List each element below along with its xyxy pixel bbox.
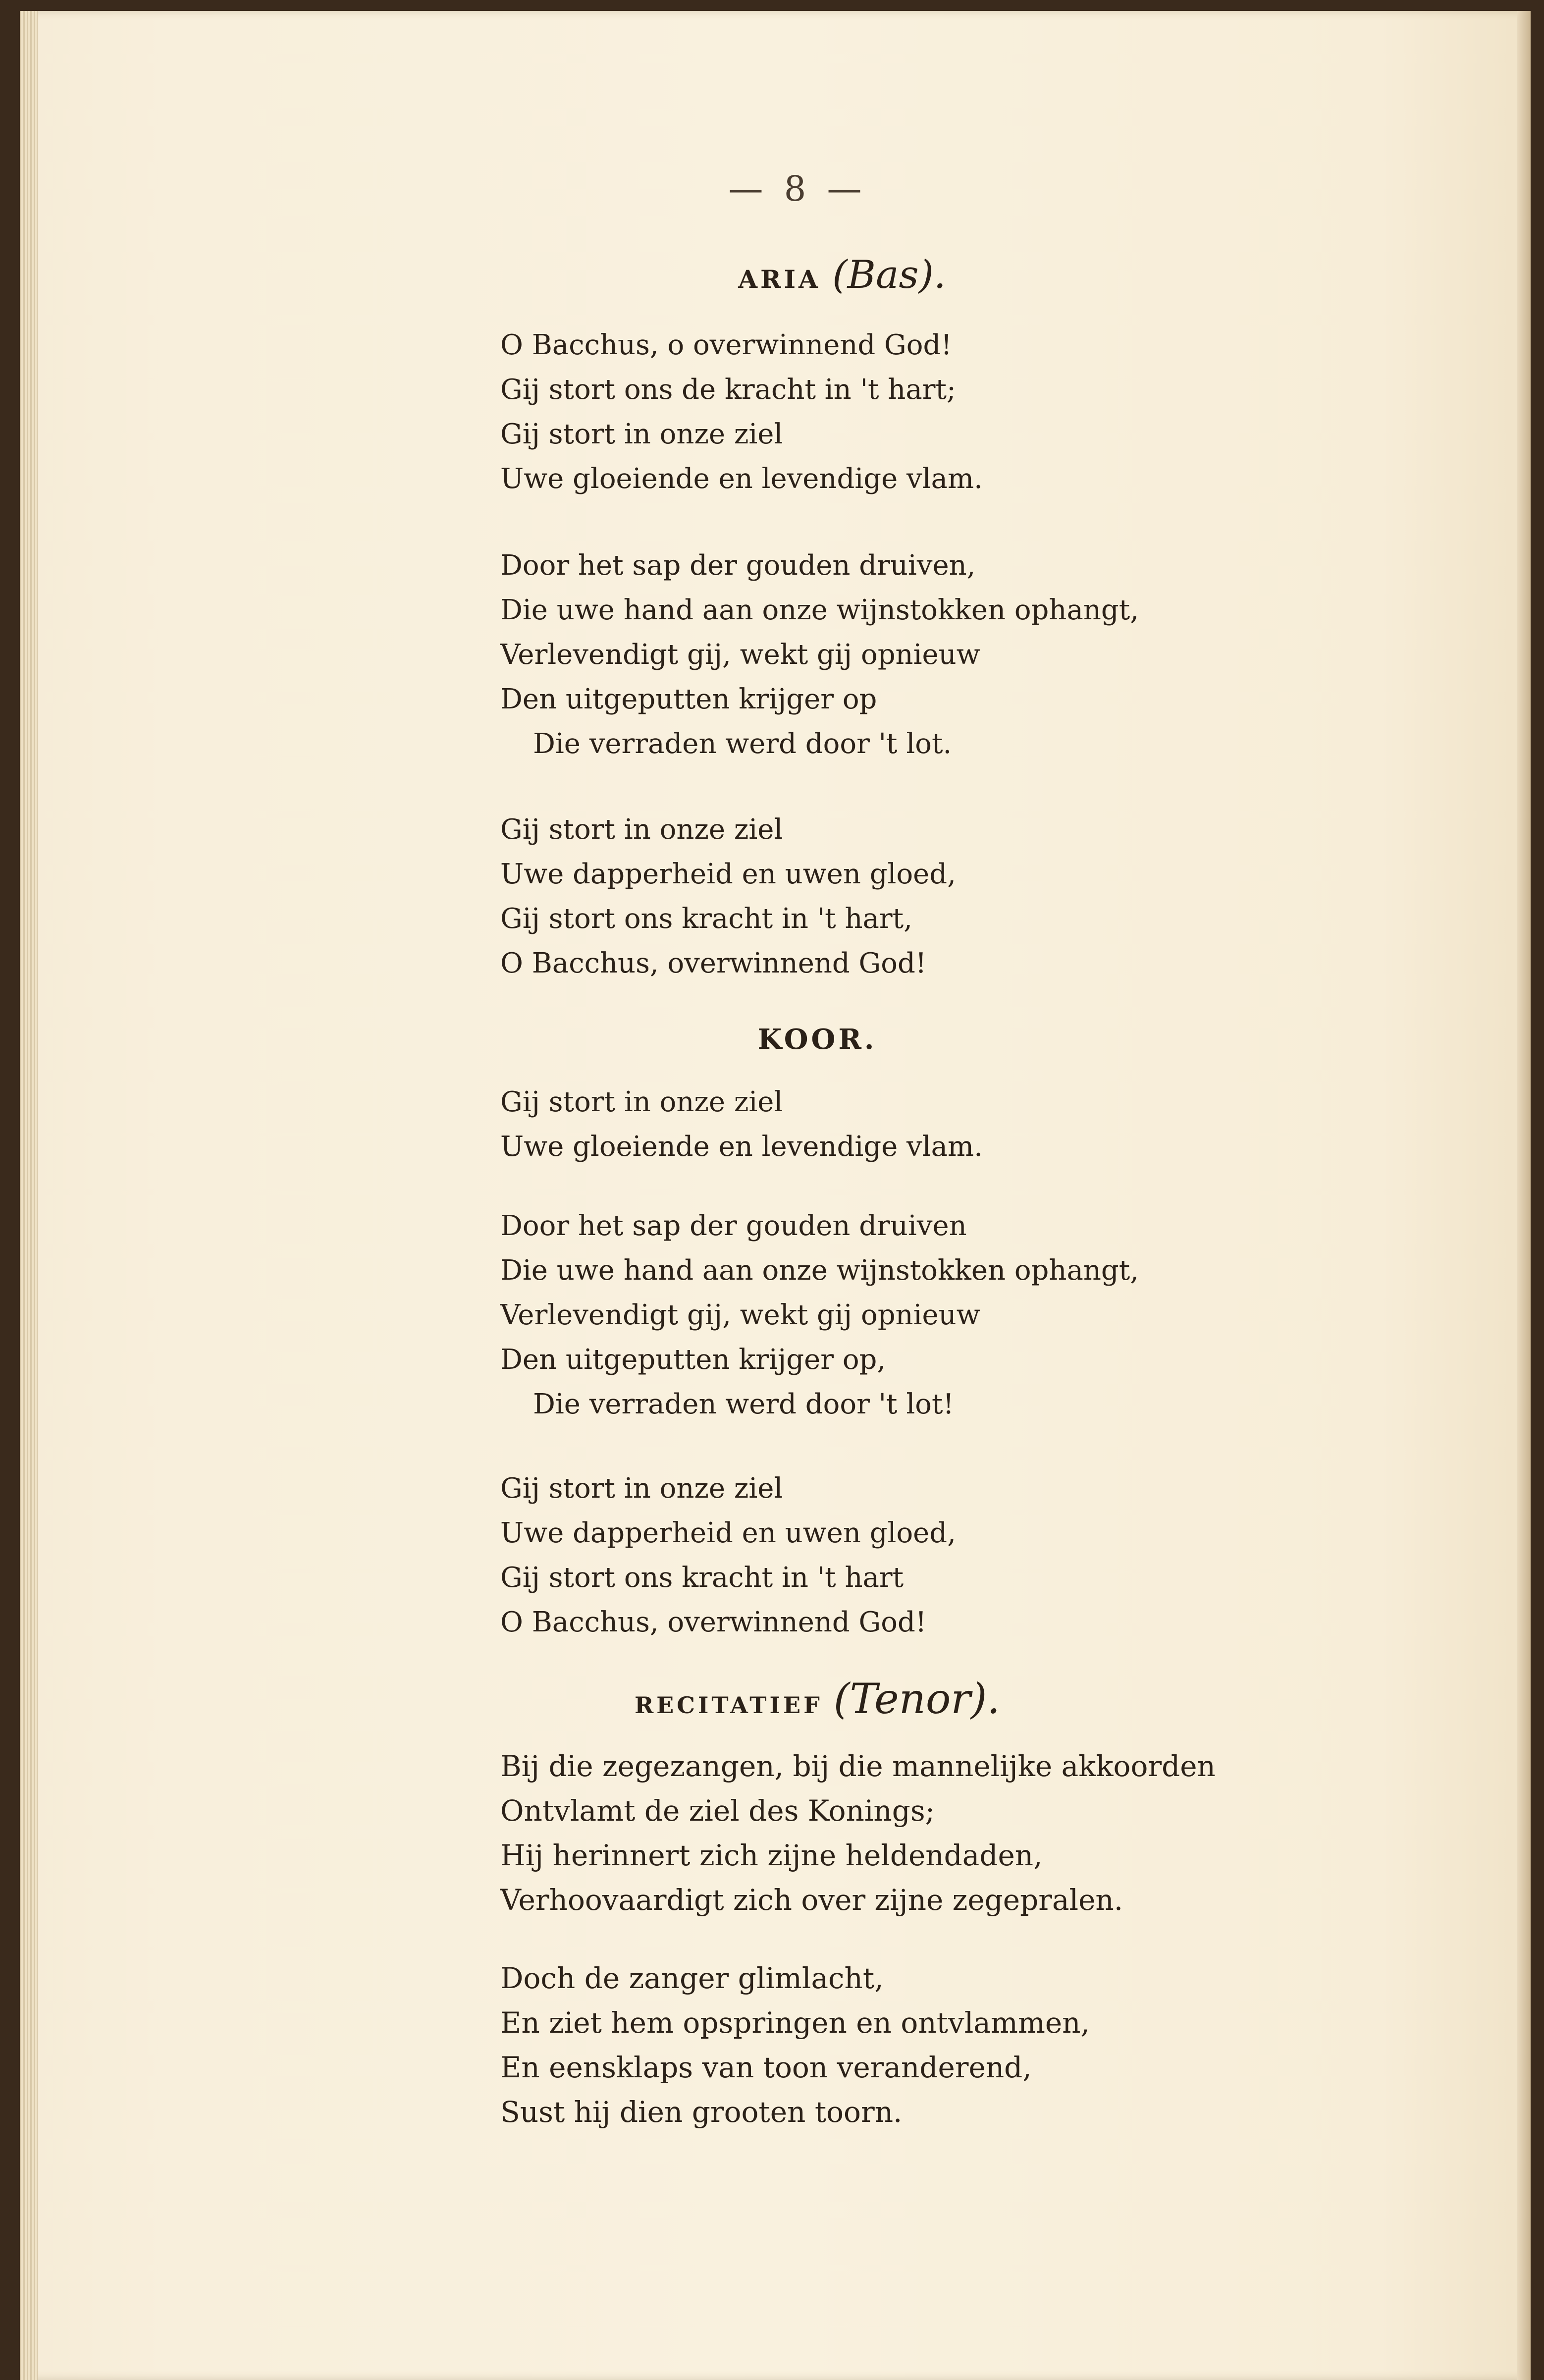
aria-stanza-1 <box>500 323 983 501</box>
verse-line: Doch de zanger glimlacht, <box>500 1961 884 1995</box>
recitatief-voice: (Tenor). <box>833 1675 1001 1723</box>
verse-line: Uwe dapperheid en uwen gloed, <box>500 1517 956 1549</box>
verse-line: Uwe gloeiende en levendige vlam. <box>500 463 983 495</box>
verse-line: En eensklaps van toon veranderend, <box>500 2051 1032 2084</box>
verse-line: Den uitgeputten krijger op <box>500 683 877 715</box>
aria-heading <box>703 253 981 297</box>
verse-line: Die verraden werd door 't lot! <box>533 1388 954 1420</box>
verse-line: Gij stort in onze ziel <box>500 418 783 450</box>
verse-line: Verlevendigt gij, wekt gij opnieuw <box>500 639 980 671</box>
recitatief-stanza-2 <box>500 1956 1090 2134</box>
verse-line: Hij herinnert zich zijne heldendaden, <box>500 1839 1043 1872</box>
koor-heading: KOOR. <box>757 1023 877 1056</box>
verse-line: Uwe gloeiende en levendige vlam. <box>500 1131 983 1163</box>
verse-line: En ziet hem opspringen en ontvlammen, <box>500 2006 1090 2040</box>
verse-line: Verhoovaardigt zich over zijne zegepralen. <box>500 1883 1123 1917</box>
page-number: — 8 — <box>728 168 867 209</box>
aria-stanza-2 <box>500 543 1139 766</box>
verse-line: Die uwe hand aan onze wijnstokken ophangt, <box>500 594 1139 626</box>
recitatief-heading <box>594 1675 1040 1723</box>
koor-stanza-3 <box>500 1466 956 1645</box>
aria-label: ARIA <box>738 265 821 294</box>
verse-line: Bij die zegezangen, bij die mannelijke akkoorden <box>500 1749 1216 1783</box>
verse-line: Die verraden werd door 't lot. <box>533 728 952 760</box>
verse-line: Gij stort in onze ziel <box>500 1472 783 1505</box>
verse-line: Door het sap der gouden druiven, <box>500 549 976 582</box>
aria-voice: (Bas). <box>832 253 946 297</box>
verse-line: Door het sap der gouden druiven <box>500 1210 967 1242</box>
verse-line: Gij stort ons kracht in 't hart <box>500 1562 904 1594</box>
recitatief-stanza-1 <box>500 1744 1216 1922</box>
verse-line: Gij stort in onze ziel <box>500 1086 783 1118</box>
aria-stanza-3 <box>500 808 956 986</box>
recitatief-label: RECITATIEF <box>634 1692 823 1719</box>
verse-line: Verlevendigt gij, wekt gij opnieuw <box>500 1299 980 1331</box>
koor-stanza-1 <box>500 1080 983 1169</box>
verse-line: O Bacchus, o overwinnend God! <box>500 329 952 361</box>
verse-line: Ontvlamt de ziel des Konings; <box>500 1794 935 1828</box>
koor-stanza-2 <box>500 1204 1139 1427</box>
verse-line: Gij stort in onze ziel <box>500 813 783 846</box>
verse-line: Sust hij dien grooten toorn. <box>500 2095 903 2129</box>
verse-line: O Bacchus, overwinnend God! <box>500 947 927 979</box>
verse-line: O Bacchus, overwinnend God! <box>500 1606 927 1638</box>
verse-line: Gij stort ons de kracht in 't hart; <box>500 374 956 406</box>
verse-line: Gij stort ons kracht in 't hart, <box>500 903 912 935</box>
verse-line: Den uitgeputten krijger op, <box>500 1344 886 1376</box>
verse-line: Die uwe hand aan onze wijnstokken ophangt, <box>500 1254 1139 1287</box>
verse-line: Uwe dapperheid en uwen gloed, <box>500 858 956 890</box>
